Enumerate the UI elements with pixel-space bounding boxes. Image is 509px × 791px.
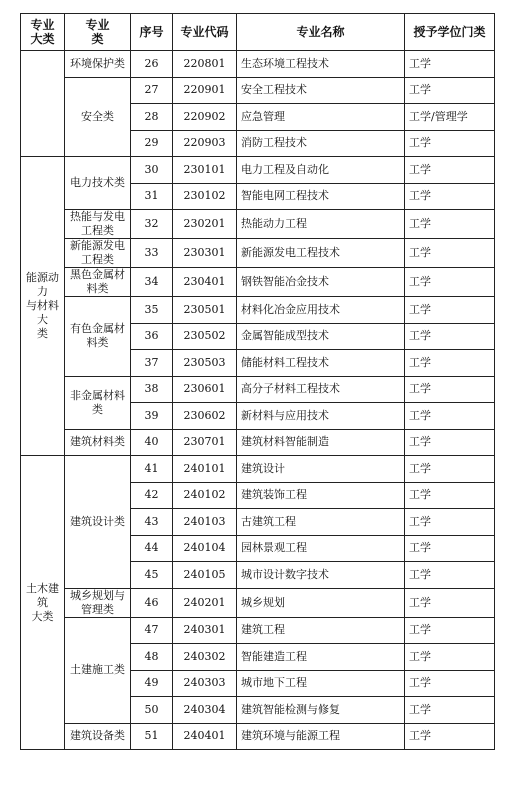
- category-cell: 非金属材料 类: [65, 376, 131, 429]
- seq-cell: 42: [131, 482, 173, 509]
- major-name-cell: 新材料与应用技术: [237, 403, 405, 430]
- code-cell: 230201: [173, 210, 237, 239]
- code-cell: 230101: [173, 157, 237, 184]
- degree-cell: 工学: [405, 562, 495, 589]
- seq-cell: 30: [131, 157, 173, 184]
- degree-cell: 工学: [405, 268, 495, 297]
- table-row: [21, 268, 495, 297]
- code-cell: 240102: [173, 482, 237, 509]
- degree-cell: 工学: [405, 297, 495, 324]
- table-row: [21, 376, 495, 403]
- seq-cell: 34: [131, 268, 173, 297]
- major-name-cell: 城乡规划: [237, 588, 405, 617]
- major-name-cell: 古建筑工程: [237, 509, 405, 536]
- degree-cell: 工学: [405, 183, 495, 210]
- major-category-cell: 土木建筑 大类: [21, 456, 65, 750]
- seq-cell: 41: [131, 456, 173, 483]
- category-cell: 有色金属材 料类: [65, 297, 131, 377]
- seq-cell: 28: [131, 104, 173, 131]
- seq-cell: 37: [131, 350, 173, 377]
- seq-cell: 45: [131, 562, 173, 589]
- seq-cell: 27: [131, 77, 173, 104]
- code-cell: 230401: [173, 268, 237, 297]
- seq-cell: 39: [131, 403, 173, 430]
- seq-cell: 50: [131, 697, 173, 724]
- degree-cell: 工学: [405, 456, 495, 483]
- major-category-cell: 能源动力 与材料大 类: [21, 157, 65, 456]
- major-name-cell: 建筑工程: [237, 617, 405, 644]
- major-name-cell: 智能建造工程: [237, 644, 405, 671]
- degree-cell: 工学: [405, 697, 495, 724]
- seq-cell: 35: [131, 297, 173, 324]
- degree-cell: 工学: [405, 617, 495, 644]
- category-cell: 环境保护类: [65, 51, 131, 78]
- major-name-cell: 安全工程技术: [237, 77, 405, 104]
- category-cell: 热能与发电 工程类: [65, 210, 131, 239]
- category-cell: 建筑材料类: [65, 429, 131, 456]
- code-cell: 240303: [173, 670, 237, 697]
- code-cell: 230601: [173, 376, 237, 403]
- category-cell: 建筑设计类: [65, 456, 131, 589]
- degree-cell: 工学: [405, 51, 495, 78]
- code-cell: 230502: [173, 323, 237, 350]
- major-name-cell: 储能材料工程技术: [237, 350, 405, 377]
- seq-cell: 51: [131, 723, 173, 750]
- code-cell: 220801: [173, 51, 237, 78]
- code-cell: 220902: [173, 104, 237, 131]
- major-name-cell: 钢铁智能冶金技术: [237, 268, 405, 297]
- major-name-cell: 应急管理: [237, 104, 405, 131]
- major-name-cell: 热能动力工程: [237, 210, 405, 239]
- category-cell: 黑色金属材 料类: [65, 268, 131, 297]
- major-name-cell: 生态环境工程技术: [237, 51, 405, 78]
- code-cell: 230301: [173, 239, 237, 268]
- category-cell: 土建施工类: [65, 617, 131, 723]
- code-cell: 220901: [173, 77, 237, 104]
- code-cell: 240201: [173, 588, 237, 617]
- code-cell: 240105: [173, 562, 237, 589]
- table-row: [21, 588, 495, 617]
- category-cell: 安全类: [65, 77, 131, 157]
- degree-cell: 工学: [405, 157, 495, 184]
- seq-cell: 48: [131, 644, 173, 671]
- major-name-cell: 电力工程及自动化: [237, 157, 405, 184]
- table-body: [21, 51, 495, 750]
- seq-cell: 29: [131, 130, 173, 157]
- header-name: 专业名称: [237, 14, 405, 51]
- seq-cell: 43: [131, 509, 173, 536]
- table-row: [21, 429, 495, 456]
- major-name-cell: 新能源发电工程技术: [237, 239, 405, 268]
- table-row: [21, 456, 495, 483]
- degree-cell: 工学: [405, 429, 495, 456]
- code-cell: 240401: [173, 723, 237, 750]
- major-name-cell: 建筑智能检测与修复: [237, 697, 405, 724]
- code-cell: 240103: [173, 509, 237, 536]
- header-category: 专业 类: [65, 14, 131, 51]
- code-cell: 230102: [173, 183, 237, 210]
- seq-cell: 47: [131, 617, 173, 644]
- major-name-cell: 金属智能成型技术: [237, 323, 405, 350]
- category-cell: 新能源发电 工程类: [65, 239, 131, 268]
- header-degree: 授予学位门类: [405, 14, 495, 51]
- table-row: [21, 51, 495, 78]
- category-cell: 城乡规划与 管理类: [65, 588, 131, 617]
- degree-cell: 工学: [405, 509, 495, 536]
- table-row: [21, 157, 495, 184]
- code-cell: 240101: [173, 456, 237, 483]
- seq-cell: 46: [131, 588, 173, 617]
- seq-cell: 26: [131, 51, 173, 78]
- degree-cell: 工学: [405, 482, 495, 509]
- seq-cell: 44: [131, 535, 173, 562]
- seq-cell: 38: [131, 376, 173, 403]
- major-name-cell: 建筑设计: [237, 456, 405, 483]
- majors-table: [20, 13, 495, 750]
- degree-cell: 工学: [405, 535, 495, 562]
- table-row: [21, 297, 495, 324]
- seq-cell: 40: [131, 429, 173, 456]
- degree-cell: 工学: [405, 723, 495, 750]
- code-cell: 230503: [173, 350, 237, 377]
- code-cell: 240302: [173, 644, 237, 671]
- degree-cell: 工学: [405, 210, 495, 239]
- table-row: [21, 617, 495, 644]
- code-cell: 240104: [173, 535, 237, 562]
- header-seq: 序号: [131, 14, 173, 51]
- major-name-cell: 建筑装饰工程: [237, 482, 405, 509]
- major-name-cell: 建筑环境与能源工程: [237, 723, 405, 750]
- code-cell: 230602: [173, 403, 237, 430]
- major-name-cell: 材料化冶金应用技术: [237, 297, 405, 324]
- degree-cell: 工学: [405, 644, 495, 671]
- header-row: [21, 14, 495, 51]
- major-category-cell: [21, 51, 65, 157]
- major-name-cell: 消防工程技术: [237, 130, 405, 157]
- table-row: [21, 239, 495, 268]
- seq-cell: 31: [131, 183, 173, 210]
- major-name-cell: 高分子材料工程技术: [237, 376, 405, 403]
- major-name-cell: 建筑材料智能制造: [237, 429, 405, 456]
- table-row: [21, 723, 495, 750]
- degree-cell: 工学: [405, 350, 495, 377]
- degree-cell: 工学: [405, 77, 495, 104]
- degree-cell: 工学: [405, 588, 495, 617]
- major-name-cell: 智能电网工程技术: [237, 183, 405, 210]
- code-cell: 240304: [173, 697, 237, 724]
- header-code: 专业代码: [173, 14, 237, 51]
- category-cell: 电力技术类: [65, 157, 131, 210]
- code-cell: 240301: [173, 617, 237, 644]
- degree-cell: 工学: [405, 323, 495, 350]
- table-row: [21, 77, 495, 104]
- degree-cell: 工学: [405, 670, 495, 697]
- major-name-cell: 园林景观工程: [237, 535, 405, 562]
- code-cell: 220903: [173, 130, 237, 157]
- seq-cell: 36: [131, 323, 173, 350]
- degree-cell: 工学: [405, 130, 495, 157]
- degree-cell: 工学/管理学: [405, 104, 495, 131]
- degree-cell: 工学: [405, 403, 495, 430]
- seq-cell: 33: [131, 239, 173, 268]
- header-major-category: 专业 大类: [21, 14, 65, 51]
- major-name-cell: 城市地下工程: [237, 670, 405, 697]
- degree-cell: 工学: [405, 239, 495, 268]
- code-cell: 230501: [173, 297, 237, 324]
- category-cell: 建筑设备类: [65, 723, 131, 750]
- table-row: [21, 210, 495, 239]
- seq-cell: 32: [131, 210, 173, 239]
- seq-cell: 49: [131, 670, 173, 697]
- code-cell: 230701: [173, 429, 237, 456]
- degree-cell: 工学: [405, 376, 495, 403]
- major-name-cell: 城市设计数字技术: [237, 562, 405, 589]
